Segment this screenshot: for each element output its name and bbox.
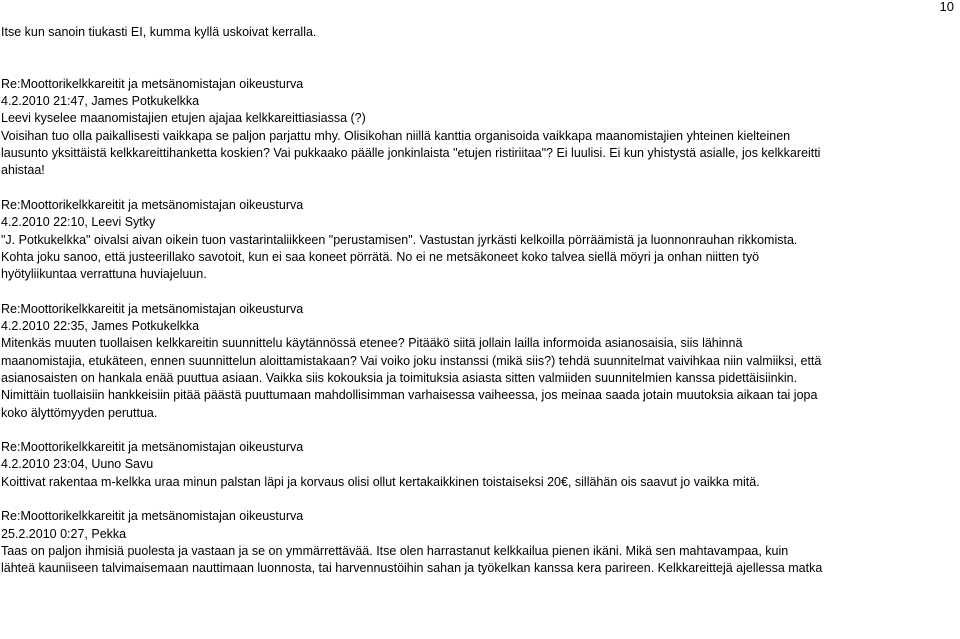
post-line: Voisihan tuo olla paikallisesti vaikkapa se paljon parjattu mhy. Olisikohan niillä kanttia organisoida vaikkapa maanomistajien yhteinen kielteinen xyxy=(1,128,791,143)
forum-post xyxy=(1,301,959,422)
document-body xyxy=(1,24,959,578)
post-subject: Re:Moottorikelkkareitit ja metsänomistajan oikeusturva xyxy=(1,440,304,455)
post-meta: 25.2.2010 0:27, Pekka xyxy=(1,526,127,541)
post-line: Leevi kyselee maanomistajien etujen ajajaa kelkkareittiasiassa (?) xyxy=(1,111,366,126)
spacer xyxy=(1,422,959,439)
post-meta: 4.2.2010 22:35, James Potkukelkka xyxy=(1,319,200,334)
spacer xyxy=(1,41,959,76)
post-subject: Re:Moottorikelkkareitit ja metsänomistajan oikeusturva xyxy=(1,76,304,91)
post-line: koko älyttömyyden peruttua. xyxy=(1,405,158,420)
post-subject: Re:Moottorikelkkareitit ja metsänomistajan oikeusturva xyxy=(1,509,304,524)
post-meta: 4.2.2010 22:10, Leevi Sytky xyxy=(1,215,156,230)
spacer xyxy=(1,283,959,300)
post-meta: 4.2.2010 21:47, James Potkukelkka xyxy=(1,94,200,109)
post-subject: Re:Moottorikelkkareitit ja metsänomistajan oikeusturva xyxy=(1,197,304,212)
spacer xyxy=(1,180,959,197)
page-number: 10 xyxy=(939,0,954,14)
post-line: Taas on paljon ihmisiä puolesta ja vastaan ja se on ymmärrettävää. Itse olen harrastanut kelkkailua pienen ikäni. Mikä sen mahtavampaa, kuin xyxy=(1,543,789,558)
post-line: lausunto yksittäistä kelkkareittihanketta koskien? Vai pukkaako päälle jonkinlaista "etujen ristiriitaa"? Ei luulisi. Ei kun yhistystä asialle, jos kelkkareitti xyxy=(1,146,821,161)
intro-text: Itse kun sanoin tiukasti EI, kumma kyllä uskoivat kerralla. xyxy=(1,25,317,39)
post-line: Koittivat rakentaa m-kelkka uraa minun palstan läpi ja korvaus olisi ollut kertakaikkinen toistaiseksi 20€, sillähän ois saavut jo vaikka mitä. xyxy=(1,474,760,489)
spacer xyxy=(1,491,959,508)
post-line: asianosaisten on hankala enää puuttua asiaan. Vaikka siis kokouksia ja toimituksia asiasta sitten valmiiden suunnitelmien kanssa pidettäisiinkin. xyxy=(1,370,798,385)
post-line: lähteä kauniiseen talvimaisemaan nauttimaan luonnosta, tai harvennustöihin sahan ja työkelkan kanssa kera parireen. Kelkkareittejä ajellessa matka xyxy=(1,561,823,576)
post-line: maanomistajia, etukäteen, ennen suunnittelun aloittamistakaan? Vai voiko joku instanssi (mikä siis?) tehdä suunnitelmat vaivihkaa niin valmiiksi, että xyxy=(1,353,822,368)
post-line: Mitenkäs muuten tuollaisen kelkkareitin suunnittelu käytännössä etenee? Pitääkö siitä jollain lailla informoida asianosaisia, siis lähinnä xyxy=(1,336,743,351)
post-line: hyötyliikuntaa verrattuna huviajeluun. xyxy=(1,267,207,282)
forum-post xyxy=(1,197,959,283)
forum-post xyxy=(1,508,959,577)
post-line: Nimittäin tuollaisiin hankkeisiin pitää päästä puuttumaan mahdollisimman varhaisessa vaiheessa, jos meinaa saada jotain muutoksia aikaan tai jopa xyxy=(1,388,818,403)
post-line: "J. Potkukelkka" oivalsi aivan oikein tuon vastarintaliikkeen "perustamisen". Vastustan jyrkästi kelkoilla pörräämistä ja luonnonrauhan rikkomista. xyxy=(1,232,798,247)
forum-post xyxy=(1,76,959,180)
post-line: Kohta joku sanoo, että justeerillako savotoit, kun ei saa koneet pörrätä. No ei ne metsäkoneet koko talvea siellä möyri ja onhan niitten työ xyxy=(1,249,760,264)
post-meta: 4.2.2010 23:04, Uuno Savu xyxy=(1,457,154,472)
forum-post xyxy=(1,439,959,491)
post-subject: Re:Moottorikelkkareitit ja metsänomistajan oikeusturva xyxy=(1,301,304,316)
post-line: ahistaa! xyxy=(1,163,45,178)
